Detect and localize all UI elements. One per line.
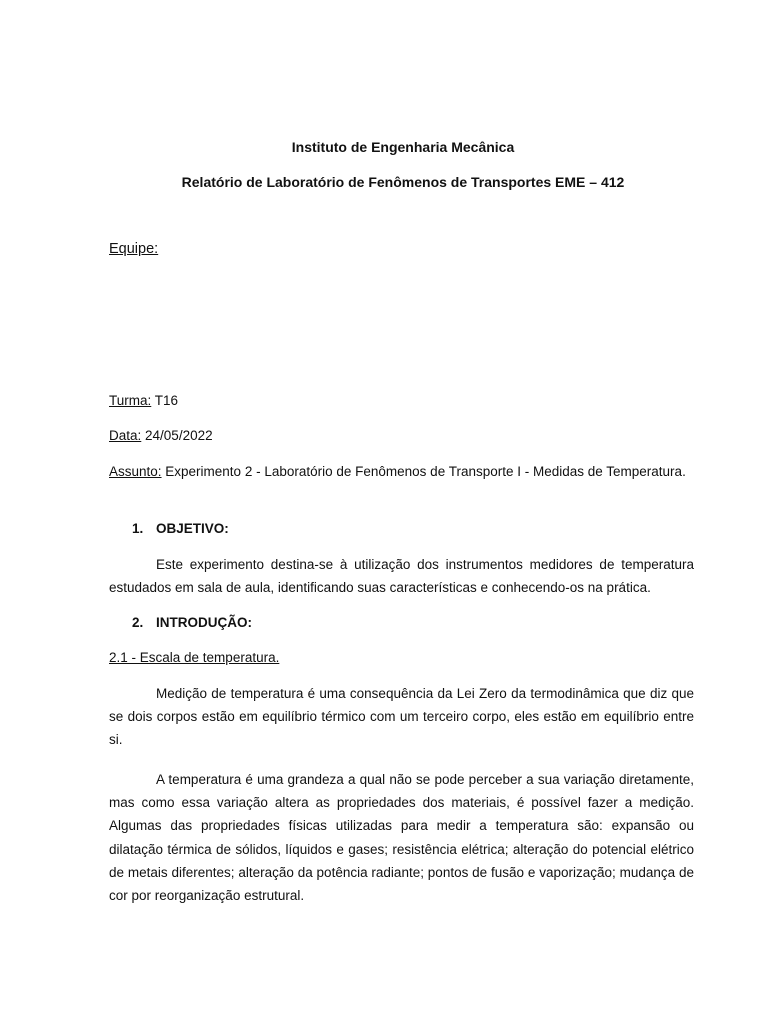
date-label: Data: bbox=[109, 428, 142, 443]
date-value: 24/05/2022 bbox=[141, 428, 213, 443]
section-heading-objective bbox=[132, 521, 229, 536]
subsection-title: 2.1 - Escala de temperatura. bbox=[109, 650, 280, 665]
institute-title: Instituto de Engenharia Mecânica bbox=[291, 139, 515, 155]
subject-paragraph bbox=[109, 460, 694, 483]
date-line bbox=[109, 428, 213, 443]
report-title: Relatório de Laboratório de Fenômenos de Transportes EME – 412 bbox=[181, 174, 625, 190]
section-number: 1. bbox=[132, 521, 144, 536]
subject-label: Assunto: bbox=[109, 464, 162, 479]
objective-text: Este experimento destina-se à utilização dos instrumentos medidores de temperatura estudados em sala de aula, identificando suas características e conhecendo-os na prática. bbox=[109, 557, 694, 596]
section-heading-introduction bbox=[132, 615, 252, 630]
class-label: Turma: bbox=[109, 393, 152, 408]
class-line bbox=[109, 393, 178, 408]
class-value: T16 bbox=[151, 393, 179, 408]
objective-paragraph bbox=[109, 553, 694, 599]
section-title: OBJETIVO: bbox=[156, 521, 229, 536]
intro-paragraph-1 bbox=[109, 682, 694, 752]
intro-text-2: A temperatura é uma grandeza a qual não se pode perceber a sua variação diretamente, mas como essa variação altera as propriedades dos materiais, é possível fazer a medição. Algumas das propriedades físicas utilizadas para medir a temperatura são: expansão ou dilatação térmica de sólidos, líquidos e gases; resistência elétrica; alteração do potencial elétrico de metais diferentes; alteração da potência radiante; pontos de fusão e vaporização; mudança de cor por reorganização estrutural. bbox=[109, 772, 694, 904]
section-number: 2. bbox=[132, 615, 144, 630]
subject-value: Experimento 2 - Laboratório de Fenômenos de Transporte I - Medidas de Temperatura. bbox=[161, 464, 686, 479]
intro-text-1: Medição de temperatura é uma consequência da Lei Zero da termodinâmica que diz que se dois corpos estão em equilíbrio térmico com um terceiro corpo, eles estão em equilíbrio entre si. bbox=[109, 686, 694, 748]
team-label: Equipe: bbox=[109, 241, 159, 257]
intro-paragraph-2 bbox=[109, 768, 694, 907]
section-title: INTRODUÇÃO: bbox=[156, 615, 252, 630]
